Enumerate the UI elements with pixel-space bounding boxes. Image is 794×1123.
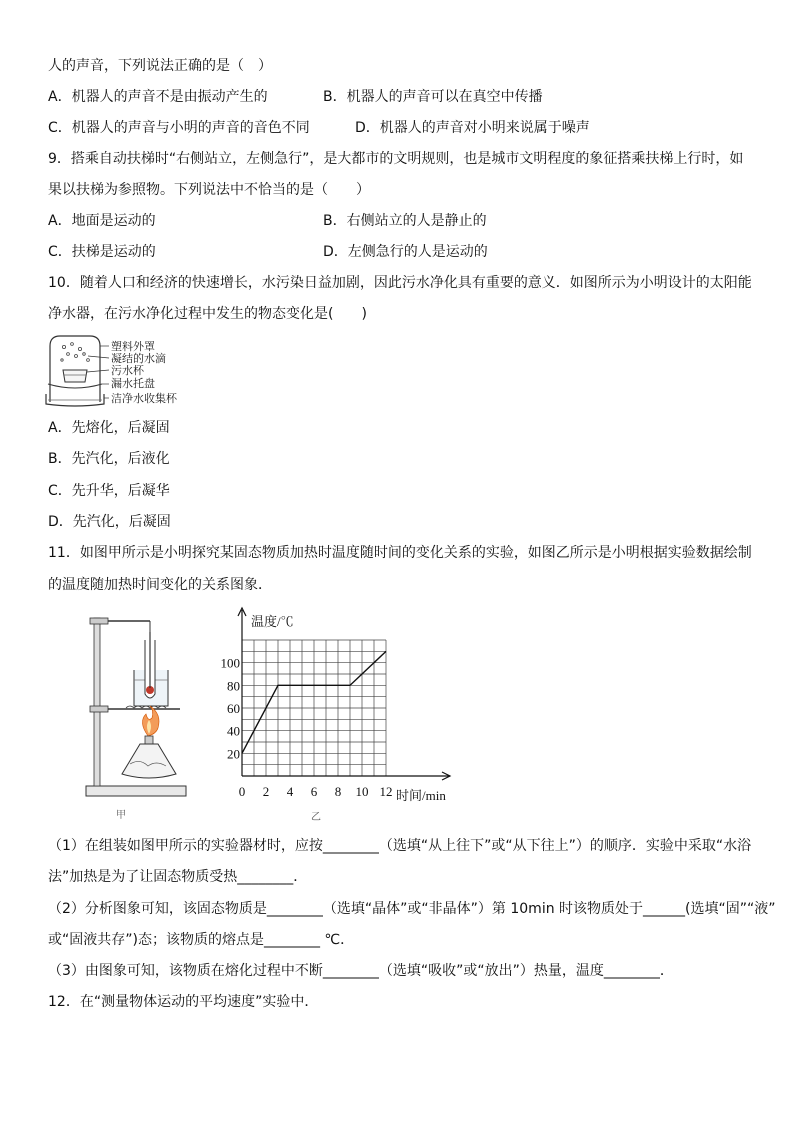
q11-sub2-line2: 或“固液共存”)态；该物质的熔点是________ ℃． [48,932,355,948]
q12-stem-line1: 12．在“测量物体运动的平均速度”实验中． [48,994,319,1010]
q10-stem-line1: 10．随着人口和经济的快速增长，水污染日益加剧，因此污水净化具有重要的意义．如图所示为小明设计的太阳能 [48,275,752,291]
figure-caption-right: 乙 [311,812,321,823]
figure-caption-left: 甲 [116,810,126,821]
figure-label-collector: 洁净水收集杯 [111,392,177,405]
q8-option-b[interactable]: B．机器人的声音可以在真空中传播 [323,89,543,105]
q8-stem-tail: 人的声音，下列说法正确的是（ ） [48,58,272,74]
chart-tick-labels [221,656,393,799]
figure-label-dirty-cup: 污水杯 [111,364,144,377]
x-tick-label: 2 [262,784,270,799]
q8-option-c[interactable]: C．机器人的声音与小明的声音的音色不同 [48,120,310,136]
x-tick-label: 12 [379,784,393,799]
solar-water-purifier-figure [44,332,194,410]
chart-axes [238,608,450,780]
q9-stem-line2: 果以扶梯为参照物。下列说法中不恰当的是（ ） [48,182,370,198]
q10-option-d[interactable]: D．先汽化，后凝固 [48,514,171,530]
q9-stem-line1: 9．搭乘自动扶梯时“右侧站立，左侧急行”，是大都市的文明规则，也是城市文明程度的象征搭乘扶梯上行时，如 [48,151,744,167]
x-tick-label: 6 [310,784,318,799]
chart-grid [242,640,386,776]
x-tick-label: 10 [355,784,369,799]
figure-label-cover: 塑料外罩 [111,340,155,353]
heating-apparatus-figure [82,614,192,826]
y-tick-label: 100 [220,655,240,671]
y-tick-label: 80 [227,678,240,694]
q9-option-c[interactable]: C．扶梯是运动的 [48,244,156,260]
y-tick-label: 60 [227,701,240,716]
q11-sub2-line1: （2）分析图象可知，该固态物质是________（选填“晶体”或“非晶体”）第 10min 时该物质处于______(选填“固”“液” [48,901,776,917]
q9-option-d[interactable]: D．左侧急行的人是运动的 [323,244,488,260]
x-tick-label: 0 [238,784,246,799]
x-tick-label: 4 [286,784,294,799]
x-tick-label: 8 [334,784,342,799]
y-tick-label: 40 [227,723,240,739]
q11-sub1-line2: 法”加热是为了让固态物质受热________． [48,869,308,885]
y-tick-label: 20 [227,746,240,762]
q10-option-c[interactable]: C．先升华，后凝华 [48,483,170,499]
figure-label-droplets: 凝结的水滴 [111,352,166,365]
temperature-time-chart [214,604,464,804]
q11-stem-line1: 11．如图甲所示是小明探究某固态物质加热时温度随时间的变化关系的实验，如图乙所示是小明根据实验数据绘制 [48,545,752,561]
y-axis-label: 温度/℃ [251,614,294,629]
q9-option-b[interactable]: B．右侧站立的人是静止的 [323,213,487,229]
q11-stem-line2: 的温度随加热时间变化的关系图象． [48,577,272,593]
x-axis-label: 时间/min [396,788,446,803]
q8-option-d[interactable]: D．机器人的声音对小明来说属于噪声 [355,120,590,136]
figure-label-tray: 漏水托盘 [111,377,155,390]
q8-option-a[interactable]: A．机器人的声音不是由振动产生的 [48,89,268,105]
q11-sub1-line1: （1）在组装如图甲所示的实验器材时，应按________（选填“从上往下”或“从下往上”）的顺序．实验中采取“水浴 [48,838,752,854]
q11-sub3-line1: （3）由图象可知，该物质在熔化过程中不断________（选填“吸收”或“放出”）热量，温度________． [48,963,674,979]
q9-option-a[interactable]: A．地面是运动的 [48,213,156,229]
q10-stem-line2: 净水器，在污水净化过程中发生的物态变化是( ) [48,306,367,322]
q10-option-a[interactable]: A．先熔化，后凝固 [48,420,170,436]
q10-option-b[interactable]: B．先汽化，后液化 [48,451,170,467]
